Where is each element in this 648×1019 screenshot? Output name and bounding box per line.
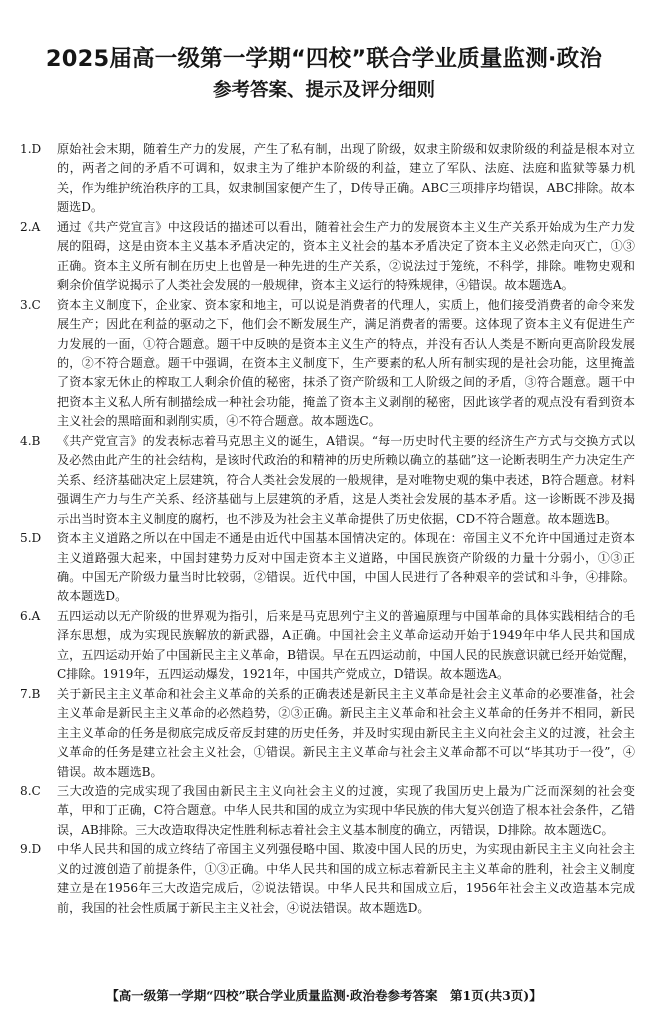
answer-item-4 — [20, 432, 635, 529]
answer-explanation: 三大改造的完成实现了我国由新民主主义向社会主义的过渡，实现了我国历史上最为广泛而深刻的社会变革，甲和丁正确，C符合题意。中华人民共和国的成立为实现中华民族的伟大复兴创造了根本社会条件，乙错误，AB排除。三大改造取得决定性胜利标志着社会主义基本制度的确立，丙错误，D排除。故本题选C。 — [57, 783, 635, 837]
answer-number: 9.D — [20, 842, 42, 857]
answer-item-1 — [20, 140, 635, 218]
answer-explanation: 通过《共产党宣言》中这段话的描述可以看出，随着社会生产力的发展资本主义生产关系开始成为生产力发展的阻碍，这是由资本主义基本矛盾决定的，资本主义社会的基本矛盾决定了资本主义必然走向灭亡，①③正确。资本主义所有制在历史上也曾是一种先进的生产关系，②说法过于笼统，不科学，排除。唯物史观和剩余价值学说揭示了人类社会发展的一般规律，资本主义运行的特殊规律，④错误。故本题选A。 — [57, 219, 635, 293]
answer-item-2 — [20, 218, 635, 296]
answer-item-6 — [20, 607, 635, 685]
answer-item-3 — [20, 296, 635, 432]
answer-number: 8.C — [20, 783, 41, 798]
answer-number: 6.A — [20, 608, 41, 623]
answer-explanation: 五四运动以无产阶级的世界观为指引，后来是马克思列宁主义的普遍原理与中国革命的具体实践相结合的毛泽东思想，成为实现民族解放的新武器，A正确。中国社会主义革命运动开始于1949年中华人民共和国成立，五四运动开始了中国新民主主义革命，B错误。早在五四运动前，中国人民的民族意识就已经开始觉醒，C排除。1919年，五四运动爆发，1921年，中国共产党成立，D错误。故本题选A。 — [57, 608, 635, 682]
answer-item-8 — [20, 782, 635, 840]
answer-item-5 — [20, 529, 635, 607]
answer-explanation: 资本主义道路之所以在中国走不通是由近代中国基本国情决定的。体现在：帝国主义不允许中国通过走资本主义道路强大起来，中国封建势力反对中国走资本主义道路，中国民族资产阶级的力量十分弱小，①③正确。中国无产阶级力量当时比较弱，②错误。近代中国，中国人民进行了各种艰辛的尝试和斗争，④排除。故本题选D。 — [57, 531, 635, 604]
page-subtitle: 参考答案、提示及评分细则 — [212, 80, 435, 101]
answer-number: 1.D — [20, 142, 42, 156]
answer-explanation: 关于新民主主义革命和社会主义革命的关系的正确表述是新民主主义革命是社会主义革命的必要准备，社会主义革命是新民主主义革命的必然趋势，②③正确。新民主主义革命和社会主义革命的任务并不相同，新民主主义革命的任务是彻底完成反帝反封建的历史任务，并及时实现由新民主主义向社会主义的过渡，社会主义革命的任务是建立社会主义社会，①错误。新民主主义革命与社会主义革命都不可以“毕其功于一役”，④错误。故本题选B。 — [57, 686, 635, 779]
answer-list — [20, 140, 635, 918]
answer-number: 4.B — [20, 433, 41, 448]
page-title: 2025届高一级第一学期“四校”联合学业质量监测·政治 — [45, 46, 603, 72]
answer-explanation: 原始社会末期，随着生产力的发展，产生了私有制，出现了阶级，奴隶主阶级和奴隶阶级的利益是根本对立的，两者之间的矛盾不可调和，奴隶主为了维护本阶级的利益，建立了军队、法庭、法庭和监狱等暴力机关，作为维护统治秩序的工具，奴隶制国家便产生了，D传导正确。ABC三项排序均错误，ABC排除。故本题选D。 — [57, 142, 635, 215]
answer-number: 5.D — [20, 531, 42, 546]
answer-item-9 — [20, 840, 635, 918]
answer-explanation: 资本主义制度下，企业家、资本家和地主，可以说是消费者的代理人，实质上，他们接受消费者的命令来发展生产；因此在利益的驱动之下，他们会不断发展生产，满足消费者的需要。这体现了资本主义有促进生产力发展的一面，①符合题意。题干中反映的是资本主义生产的特点，并没有否认人类是不断向更高阶段发展的，②不符合题意。题干中强调，在资本主义制度下，生产要素的私人所有制实现的是社会功能，这里掩盖了资本家无休止的榨取工人剩余价值的秘密，抹杀了资产阶级和工人阶级之间的矛盾，③符合题意。题干中把资本主义私人所有制描绘成一种社会功能，掩盖了资本主义剥削的秘密，因此该学者的观点没有看到资本主义社会的黑暗面和剥削实质，④不符合题意。故本题选C。 — [57, 297, 635, 429]
answer-explanation: 中华人民共和国的成立终结了帝国主义列强侵略中国、欺凌中国人民的历史，为实现由新民主主义向社会主义的过渡创造了前提条件，①③正确。中华人民共和国的成立标志着新民主主义革命的胜利，社会主义制度建立是在1956年三大改造完成后，②说法错误。中华人民共和国成立后，1956年社会主义改造基本完成前，我国的社会性质属于新民主主义社会，④说法错误。故本题选D。 — [57, 842, 635, 915]
answer-number: 7.B — [20, 686, 41, 701]
answer-explanation: 《共产党宣言》的发表标志着马克思主义的诞生，A错误。“每一历史时代主要的经济生产方式与交换方式以及必然由此产生的社会结构，是该时代政治的和精神的历史所赖以确立的基础”这一论断表明生产力决定生产关系、经济基础决定上层建筑，符合人类社会发展的一般规律，是对唯物史观的集中表述，B符合题意。材料强调生产力与生产关系、经济基础与上层建筑的矛盾，这是人类社会发展的基本矛盾。这一诊断既不涉及揭示出当时资本主义制度的腐朽，也不涉及为社会主义革命提供了历史依据，CD不符合题意。故本题选B。 — [57, 433, 635, 526]
answer-number: 2.A — [20, 219, 41, 234]
answer-number: 3.C — [20, 297, 41, 312]
page-footer: 【高一级第一学期“四校”联合学业质量监测·政治卷参考答案 第1页(共3页)】 — [106, 988, 542, 1003]
answer-item-7 — [20, 685, 635, 782]
